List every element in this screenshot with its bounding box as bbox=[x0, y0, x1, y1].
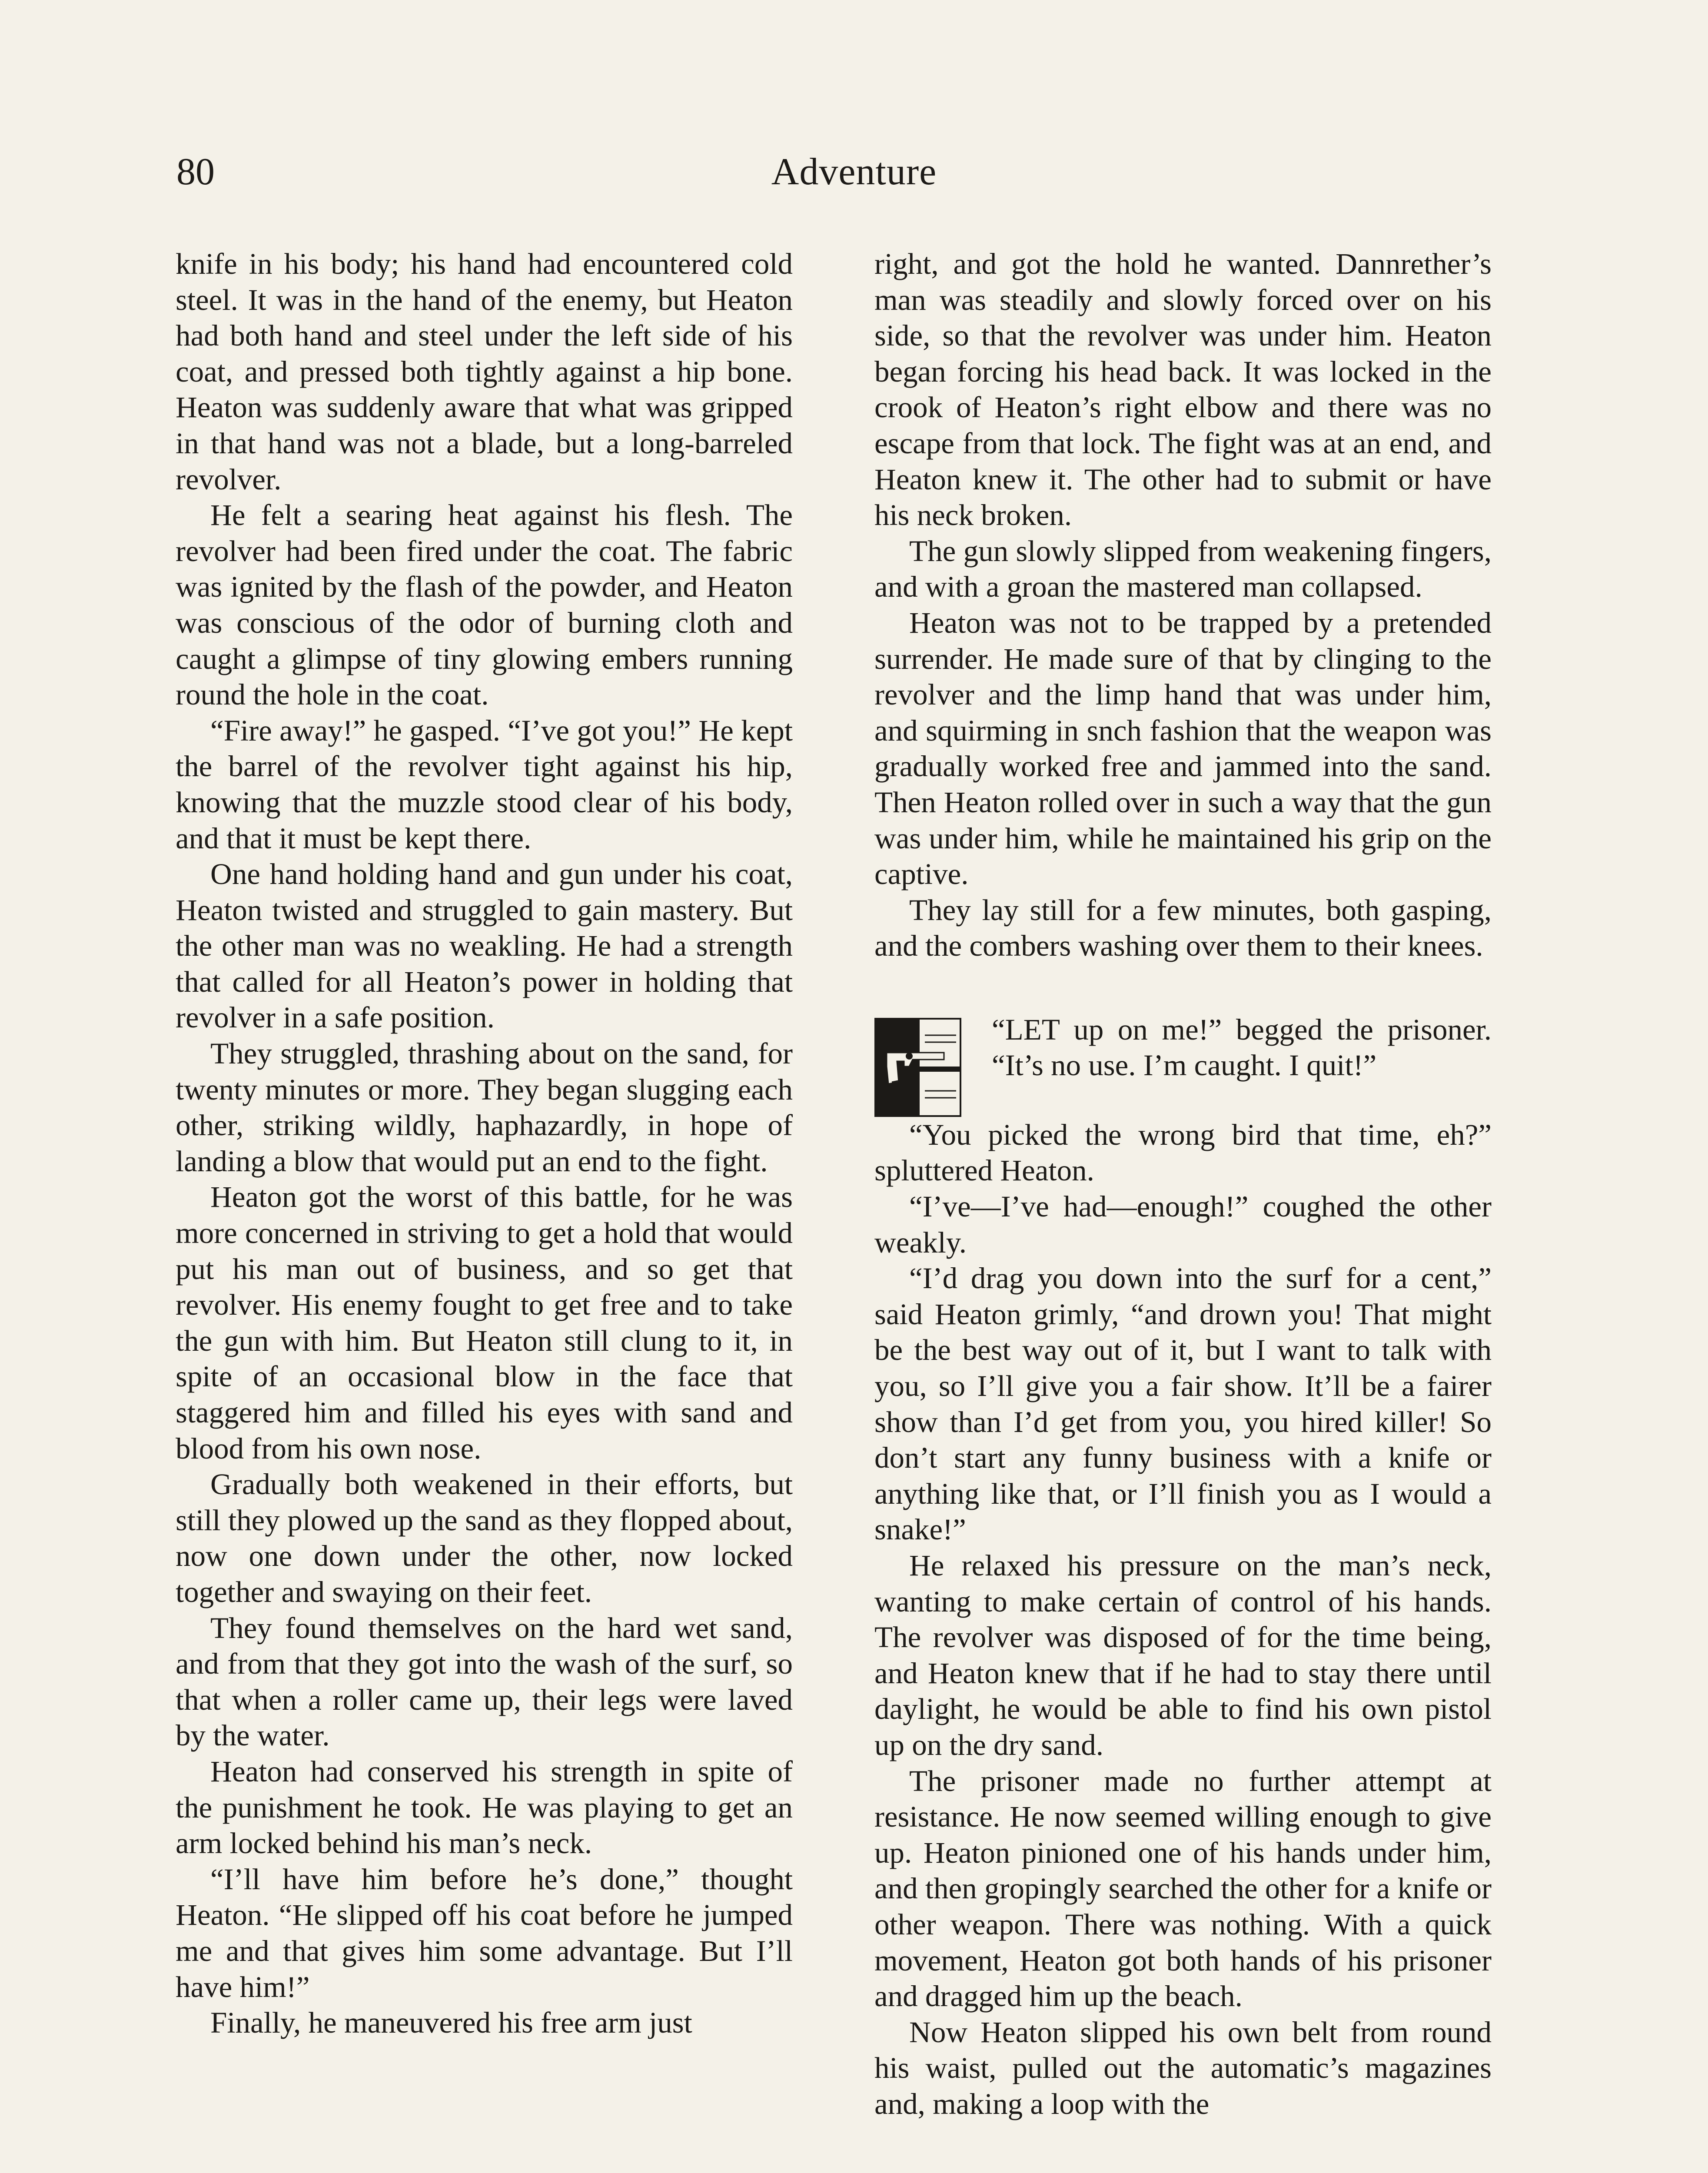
paragraph: “I’ll have him before he’s done,” thought Heaton. “He slipped off his coat before he jumped me and that gives him some advantage. But I’ll have him!” bbox=[176, 1862, 793, 2004]
running-head-title: Adventure bbox=[771, 151, 937, 193]
paragraph: The prisoner made no further attempt at resistance. He now seemed willing enough to give up. Heaton pinioned one of his hands under him, and then gropingly searched the other for a knife or other weapon. There was nothing. With a quick movement, Heaton got both hands of his prisoner and dragged him up the beach. bbox=[874, 1764, 1492, 2013]
paragraph: Gradually both weakened in their efforts, but still they plowed up the sand as they flopped about, now one down under the other, now locked together and swaying on their feet. bbox=[176, 1468, 793, 1608]
paragraph: “You picked the wrong bird that time, eh?” spluttered Heaton. bbox=[874, 1118, 1492, 1187]
paragraph: They lay still for a few minutes, both gasping, and the combers washing over them to their knees. bbox=[874, 893, 1492, 963]
paragraph: Heaton was not to be trapped by a pretended surrender. He made sure of that by clinging to the revolver and the limp hand that was under him, and squirming in snch fashion that the weapon was gradually worked free and jammed into the sand. Then Heaton rolled over in such a way that the gun was under him, while he maintained his grip on the captive. bbox=[874, 606, 1492, 891]
paragraph: “I’ve—I’ve had—enough!” coughed the other weakly. bbox=[874, 1190, 1492, 1259]
paragraph: Now Heaton slipped his own belt from round his waist, pulled out the automatic’s magazines and, making a loop with the bbox=[874, 2015, 1492, 2120]
paragraph: “I’d drag you down into the surf for a cent,” said Heaton grimly, “and drown you! That might be the best way out of it, but I want to talk with you, so I’ll give you a fair show. It’ll be a fairer show than I’d get from you, you hired killer! So don’t start any funny business with a knife or anything like that, or I’ll finish you as I would a snake!” bbox=[874, 1262, 1492, 1546]
revolver-ornament-icon bbox=[874, 1018, 961, 1117]
section-opening-paragraph: “LET up on me!” begged the prisoner. “It’s no use. I’m caught. I quit!” bbox=[992, 1013, 1492, 1082]
paragraph: They found themselves on the hard wet sand, and from that they got into the wash of the surf, so that when a roller came up, their legs were laved by the water. bbox=[176, 1611, 793, 1752]
paragraph: One hand holding hand and gun under his coat, Heaton twisted and struggled to gain mastery. But the other man was no weakling. He had a strength that called for all Heaton’s power in holding that revolver in a safe position. bbox=[176, 857, 793, 1034]
paragraph: Finally, he maneuvered his free arm just bbox=[210, 2006, 692, 2040]
paragraph: “Fire away!” he gasped. “I’ve got you!” He kept the barrel of the revolver tight against his hip, knowing that the muzzle stood clear of his body, and that it must be kept there. bbox=[176, 714, 793, 855]
page-number: 80 bbox=[176, 151, 215, 193]
right-column bbox=[874, 246, 1492, 2122]
paragraph: They struggled, thrashing about on the sand, for twenty minutes or more. They began slugging each other, striking wildly, haphazardly, in hope of landing a blow that would put an end to the fight. bbox=[176, 1037, 793, 1178]
paragraph: He felt a searing heat against his flesh. The revolver had been fired under the coat. The fabric was ignited by the flash of the powder, and Heaton was conscious of the odor of burning cloth and caught a glimpse of tiny glowing embers running round the hole in the coat. bbox=[176, 498, 793, 711]
paragraph: He relaxed his pressure on the man’s neck, wanting to make certain of control of his hands. The revolver was disposed of for the time being, and Heaton knew that if he had to stay there until daylight, he would be able to find his own pistol up on the dry sand. bbox=[874, 1549, 1492, 1761]
paragraph: The gun slowly slipped from weakening fingers, and with a groan the mastered man collapsed. bbox=[874, 534, 1492, 604]
paragraph: knife in his body; his hand had encountered cold steel. It was in the hand of the enemy, but Heaton had both hand and steel under the left side of his coat, and pressed both tightly against a hip bone. Heaton was suddenly aware that what was gripped in that hand was not a blade, but a long-barreled revolver. bbox=[176, 247, 793, 496]
paragraph: right, and got the hold he wanted. Dannrether’s man was steadily and slowly forced over on his side, so that the revolver was under him. Heaton began forcing his head back. It was locked in the crook of Heaton’s right elbow and there was no escape from that lock. The fight was at an end, and Heaton knew it. The other had to submit or have his neck broken. bbox=[874, 247, 1492, 532]
paragraph: Heaton had conserved his strength in spite of the punishment he took. He was playing to get an arm locked behind his man’s neck. bbox=[176, 1754, 793, 1860]
left-column bbox=[176, 246, 793, 2041]
section-break bbox=[874, 1012, 1492, 1117]
paragraph: Heaton got the worst of this battle, for he was more concerned in striving to get a hold that would put his man out of business, and so get that revolver. His enemy fought to get free and to take the gun with him. But Heaton still clung to it, in spite of an occasional blow in the face that staggered him and filled his eyes with sand and blood from his own nose. bbox=[176, 1180, 793, 1465]
